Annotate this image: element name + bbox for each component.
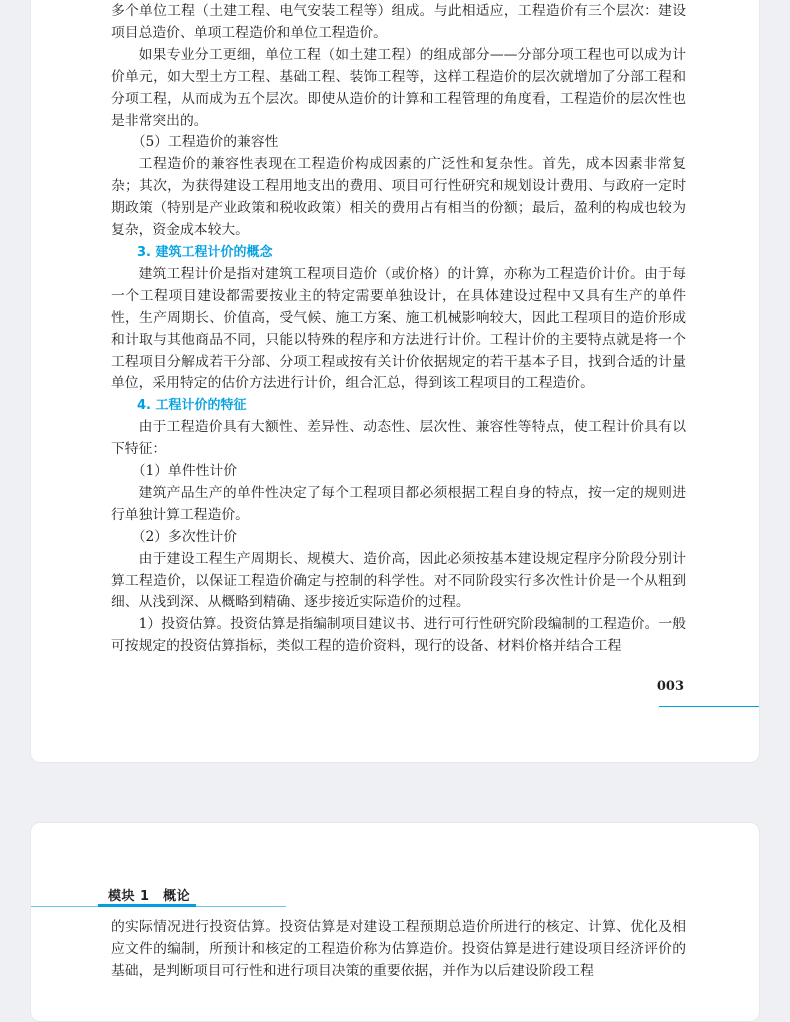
paragraph: 如果专业分工更细，单位工程（如土建工程）的组成部分——分部分项工程也可以成为计价单元，如大型土方工程、基础工程、装饰工程等，这样工程造价的层次就增加了分部工程和分项工程，从而成为五个层次。即使从造价的计算和工程管理的角度看，工程造价的层次性也是非常突出的。 [111, 46, 686, 129]
section-heading: 3. 建筑工程计价的概念 [137, 244, 273, 260]
paragraph: 由于建设工程生产周期长、规模大、造价高，因此必须按基本建设规定程序分阶段分别计算工程造价，以保证工程造价确定与控制的科学性。对不同阶段实行多次性计价是一个从粗到细、从浅到深、从概略到精确、逐步接近实际造价的过程。 [111, 550, 686, 611]
paragraph: 的实际情况进行投资估算。投资估算是对建设工程预期总造价所进行的核定、计算、优化及相应文件的编制，所预计和核定的工程造价称为估算造价。投资估算是进行建设项目经济评价的基础，是判断项目可行性和进行项目决策的重要依据，并作为以后建设阶段工程 [111, 919, 686, 979]
subheading: （1）单件性计价 [131, 463, 238, 480]
paragraph: 1）投资估算。投资估算是指编制项目建议书、进行可行性研究阶段编制的工程造价。一般可按规定的投资估算指标，类似工程的造价资料，现行的设备、材料价格并结合工程 [111, 616, 686, 655]
section-heading: 4. 工程计价的特征 [137, 398, 247, 414]
page-number-rule [659, 706, 759, 707]
page-004 [30, 822, 760, 1022]
page-003 [30, 0, 760, 763]
paragraph: 建筑工程计价是指对建筑工程项目造价（或价格）的计算，亦称为工程造价计价。由于每一个工程项目建设都需要按业主的特定需要单独设计，在具体建设过程中又具有生产的单件性，生产周期长、价值高，受气候、施工方案、施工机械影响较大，因此工程项目的造价形成和计取与其他商品不同，只能以特殊的程序和方法进行计价。工程计价的主要特点就是将一个工程项目分解成若干分部、分项工程或按有关计价依据规定的若干基本子目，找到合适的计量单位，采用特定的估价方法进行计价，组合汇总，得到该工程项目的工程造价。 [111, 265, 686, 392]
page-003-body [111, 1, 686, 658]
running-head: 模块 1 概论 [108, 889, 191, 904]
paragraph: 由于工程造价具有大额性、差异性、动态性、层次性、兼容性等特点，使工程计价具有以下特征： [111, 419, 686, 458]
subheading: （5）工程造价的兼容性 [131, 134, 279, 151]
subheading: （2）多次性计价 [131, 528, 238, 545]
paragraph: 建筑产品生产的单件性决定了每个工程项目都必须根据工程自身的特点，按一定的规则进行单独计算工程造价。 [111, 484, 686, 523]
page-004-body [111, 917, 686, 983]
paragraph: 多个单位工程（土建工程、电气安装工程等）组成。与此相适应，工程造价有三个层次：建设项目总造价、单项工程造价和单位工程造价。 [111, 3, 686, 41]
page-number: 003 [656, 679, 684, 694]
running-head-underline [98, 904, 196, 907]
paragraph: 工程造价的兼容性表现在工程造价构成因素的广泛性和复杂性。首先，成本因素非常复杂；其次，为获得建设工程用地支出的费用、项目可行性研究和规划设计费用、与政府一定时期政策（特别是产业政策和税收政策）相关的费用占有相当的份额；最后，盈利的构成也较为复杂，资金成本较大。 [111, 156, 686, 239]
